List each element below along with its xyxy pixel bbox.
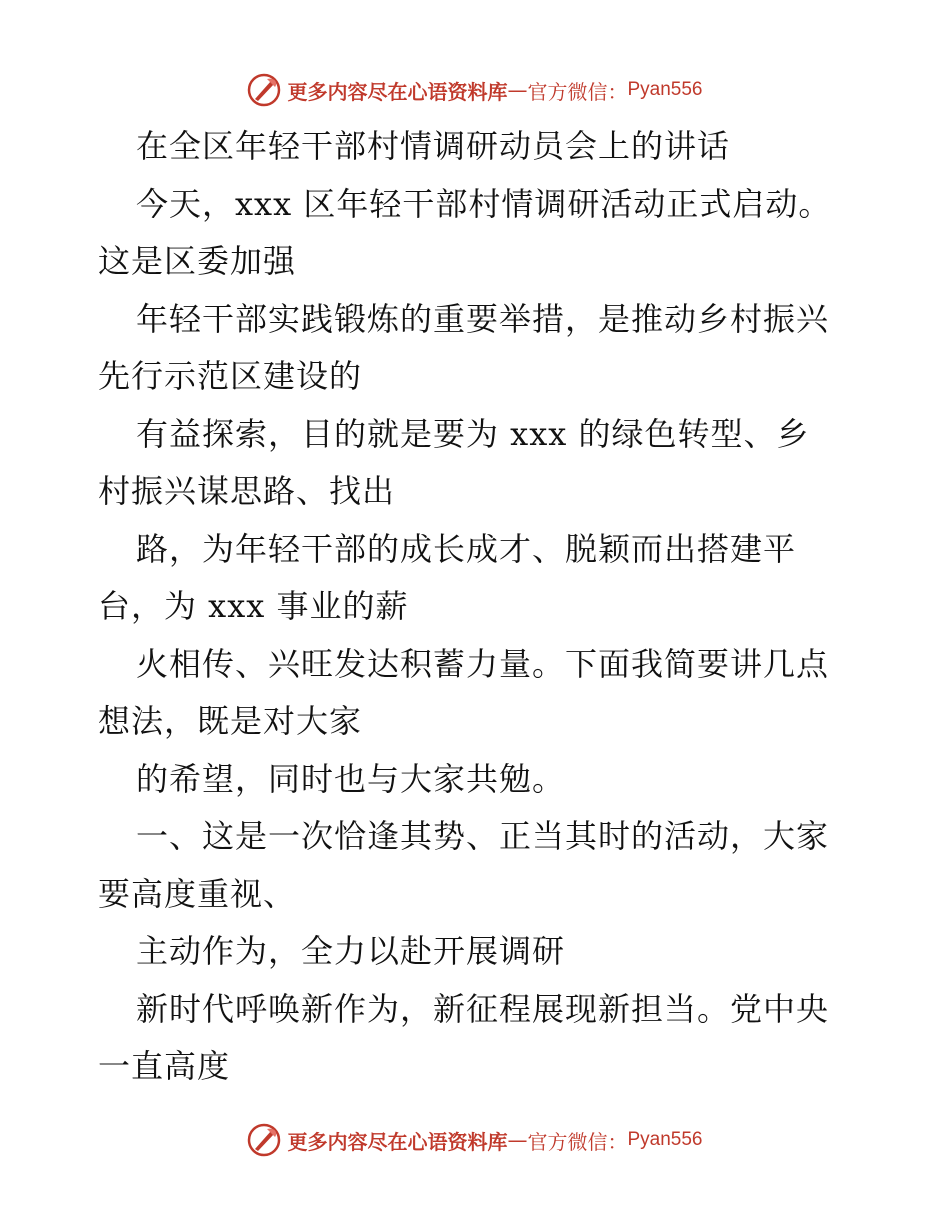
banner-wechat-label: 官方微信： [527,79,628,104]
quill-logo-icon [247,73,281,107]
document-line: 新时代呼唤新作为，新征程展现新担当。党中央 [136,989,830,1028]
document-line: 年轻干部实践锻炼的重要举措，是推动乡村振兴 [136,299,830,338]
document-line: 有益探索，目的就是要为 xxx 的绿色转型、乡 [136,414,810,453]
document-line: 的希望，同时也与大家共勉。 [136,759,566,798]
header-banner [0,70,950,110]
banner-brand-text: 更多内容尽在心语资料库 [287,79,508,104]
banner-separator: — [507,1128,528,1152]
document-line: 主动作为，全力以赴开展调研 [136,932,566,970]
banner-wechat-label: 官方微信： [527,1129,628,1154]
document-line: 路，为年轻干部的成长成才、脱颖而出搭建平 [136,529,797,568]
banner-separator: — [507,78,528,102]
document-line: 先行示范区建设的 [98,357,363,395]
footer-banner [0,1120,950,1160]
document-line: 村振兴谋思路、找出 [98,472,396,510]
banner-wechat-id: Pyan556 [627,79,703,100]
document-line: 要高度重视、 [98,874,297,913]
document-body [98,118,858,1096]
banner-wechat-id: Pyan556 [627,1129,703,1150]
document-line: 这是区委加强 [98,242,297,280]
document-line: 火相传、兴旺发达积蓄力量。下面我简要讲几点 [136,644,830,683]
document-line: 今天，xxx 区年轻干部村情调研活动正式启动。 [136,184,832,223]
quill-logo-icon [247,1123,281,1157]
document-line: 台，为 xxx 事业的薪 [98,587,409,625]
document-line: 一、这是一次恰逢其势、正当其时的活动，大家 [136,817,830,855]
banner-brand-text: 更多内容尽在心语资料库 [287,1129,508,1154]
document-line: 一直高度 [98,1047,231,1085]
document-line: 想法，既是对大家 [98,702,363,740]
document-line: 在全区年轻干部村情调研动员会上的讲话 [136,127,731,165]
